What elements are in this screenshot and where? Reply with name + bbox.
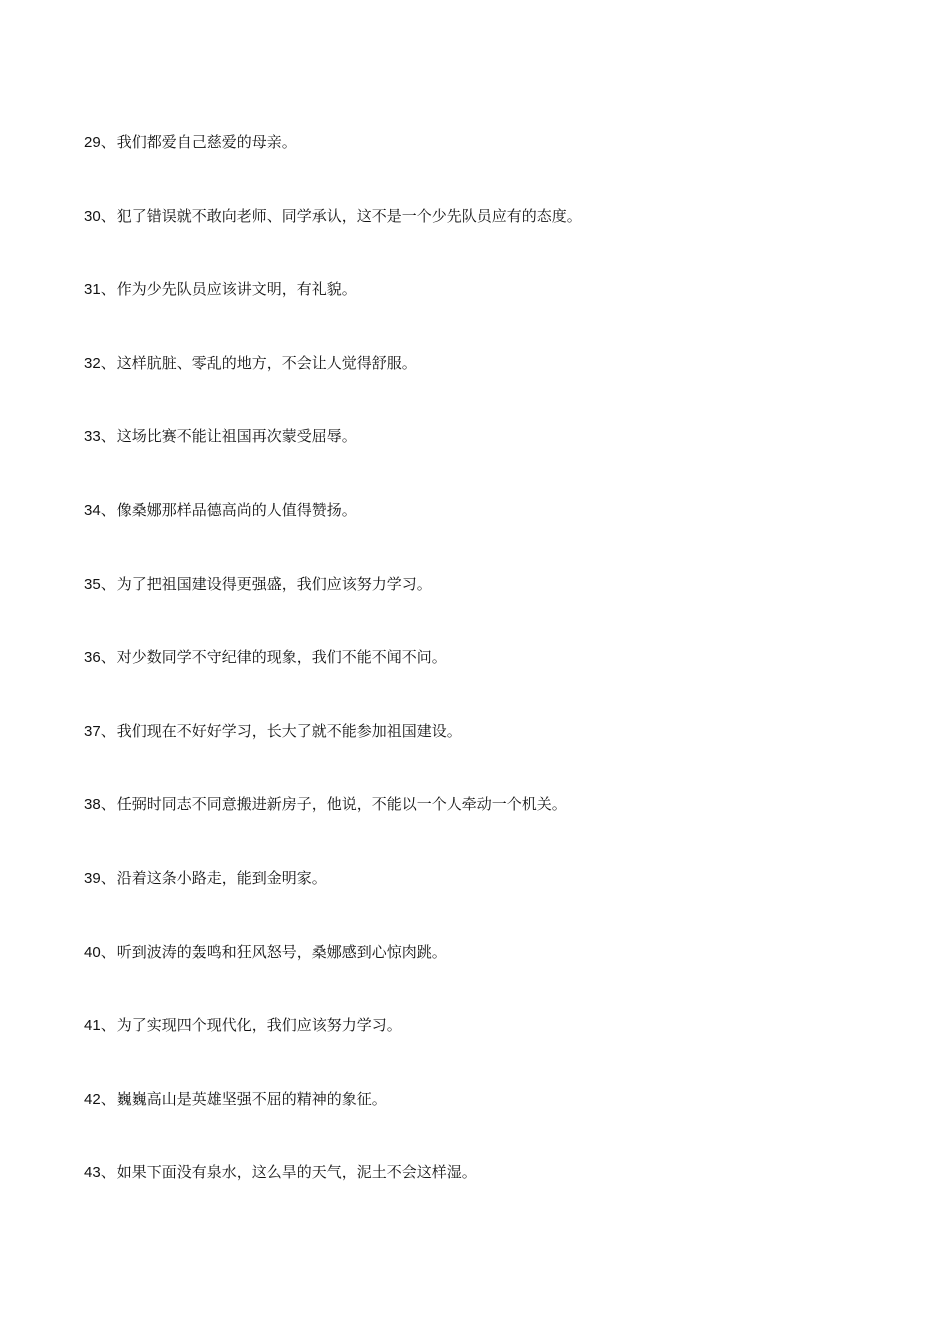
item-separator: 、 bbox=[100, 1163, 116, 1182]
list-item bbox=[84, 278, 884, 352]
item-number: 29 bbox=[84, 134, 101, 151]
item-separator: 、 bbox=[100, 500, 116, 519]
item-number: 38 bbox=[84, 796, 101, 814]
list-item bbox=[84, 573, 884, 647]
item-text: 这场比赛不能让祖国再次蒙受屈辱。 bbox=[116, 427, 357, 446]
item-text: 为了实现四个现代化，我们应该努力学习。 bbox=[116, 1016, 402, 1035]
item-number: 34 bbox=[84, 501, 101, 519]
item-separator: 、 bbox=[100, 795, 116, 814]
item-text: 听到波涛的轰鸣和狂风怒号，桑娜感到心惊肉跳。 bbox=[116, 942, 447, 961]
list-item bbox=[84, 131, 884, 205]
item-text: 如果下面没有泉水，这么旱的天气，泥土不会这样湿。 bbox=[116, 1163, 477, 1182]
item-separator: 、 bbox=[100, 574, 116, 593]
item-separator: 、 bbox=[100, 206, 116, 225]
item-text: 为了把祖国建设得更强盛，我们应该努力学习。 bbox=[116, 574, 432, 593]
list-item bbox=[84, 720, 884, 794]
item-separator: 、 bbox=[100, 1016, 116, 1035]
list-item bbox=[84, 499, 884, 573]
list-item bbox=[84, 1161, 884, 1235]
item-text: 这样肮脏、零乱的地方，不会让人觉得舒服。 bbox=[116, 353, 417, 372]
item-number: 41 bbox=[84, 1017, 101, 1035]
item-number: 42 bbox=[84, 1090, 101, 1108]
list-item bbox=[84, 867, 884, 941]
item-separator: 、 bbox=[100, 648, 116, 667]
item-separator: 、 bbox=[100, 427, 116, 446]
item-text: 巍巍高山是英雄坚强不屈的精神的象征。 bbox=[116, 1089, 387, 1108]
item-number: 40 bbox=[84, 943, 101, 961]
item-separator: 、 bbox=[100, 280, 116, 299]
item-number: 31 bbox=[84, 281, 101, 299]
item-text: 沿着这条小路走，能到金明家。 bbox=[116, 868, 327, 887]
item-number: 36 bbox=[84, 649, 101, 667]
item-text: 我们都爱自己慈爱的母亲。 bbox=[116, 133, 297, 151]
list-item bbox=[84, 793, 884, 867]
item-text: 作为少先队员应该讲文明，有礼貌。 bbox=[116, 280, 357, 299]
item-separator: 、 bbox=[100, 353, 116, 372]
item-text: 我们现在不好好学习，长大了就不能参加祖国建设。 bbox=[116, 721, 462, 740]
list-item bbox=[84, 352, 884, 426]
item-number: 32 bbox=[84, 354, 101, 372]
list-item bbox=[84, 1088, 884, 1162]
item-number: 35 bbox=[84, 575, 101, 593]
item-number: 30 bbox=[84, 207, 101, 225]
list-item bbox=[84, 941, 884, 1015]
item-number: 33 bbox=[84, 428, 101, 446]
item-number: 43 bbox=[84, 1164, 101, 1182]
item-separator: 、 bbox=[100, 868, 116, 887]
item-separator: 、 bbox=[100, 721, 116, 740]
list-item bbox=[84, 1014, 884, 1088]
item-text: 像桑娜那样品德高尚的人值得赞扬。 bbox=[116, 500, 357, 519]
list-item bbox=[84, 646, 884, 720]
item-text: 对少数同学不守纪律的现象，我们不能不闻不问。 bbox=[116, 648, 447, 667]
item-text: 任弼时同志不同意搬进新房子，他说，不能以一个人牵动一个机关。 bbox=[116, 795, 567, 814]
item-text: 犯了错误就不敢向老师、同学承认，这不是一个少先队员应有的态度。 bbox=[116, 206, 582, 225]
sentence-list bbox=[84, 131, 884, 1235]
item-separator: 、 bbox=[100, 1089, 116, 1108]
item-number: 39 bbox=[84, 869, 101, 887]
item-separator: 、 bbox=[100, 133, 116, 151]
list-item bbox=[84, 205, 884, 279]
list-item bbox=[84, 425, 884, 499]
item-separator: 、 bbox=[100, 942, 116, 961]
item-number: 37 bbox=[84, 722, 101, 740]
